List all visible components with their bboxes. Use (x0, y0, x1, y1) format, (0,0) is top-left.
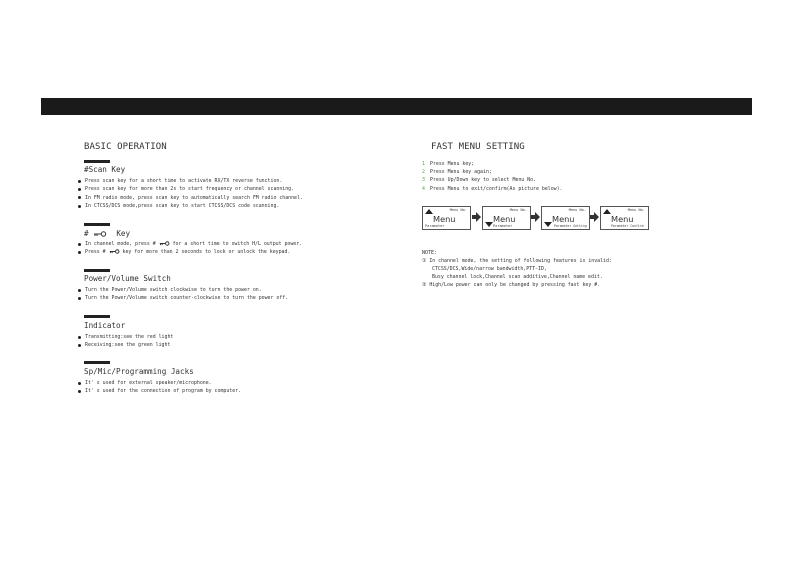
section-bar (84, 223, 110, 226)
list-item: Turn the Power/Volume switch counter-clockwise to turn the power off. (78, 294, 288, 302)
header-band (41, 98, 752, 115)
list-item: Receiving:see the green light (78, 341, 173, 349)
section-bar (84, 160, 110, 163)
arrow-right-icon (531, 212, 540, 222)
up-triangle-icon (603, 209, 611, 214)
power-volume-list (78, 286, 288, 303)
section-heading-jacks: Sp/Mic/Programming Jacks (84, 367, 194, 376)
list-item: Press # key for more than 2 seconds to lock or unlock the keypad. (78, 248, 302, 256)
scan-key-list (78, 177, 303, 211)
menu-screen-1: Menu No. Menu Parameter (422, 206, 471, 230)
note-title: NOTE: (422, 250, 438, 256)
lock-key-list (78, 240, 302, 257)
indicator-list (78, 333, 173, 350)
step-item: 1 Press Menu key; (422, 161, 475, 167)
list-item: Press scan key for a short time to activate RX/TX reverse function. (78, 177, 303, 185)
key-lock-icon (159, 241, 170, 246)
arrow-right-icon (590, 212, 599, 222)
list-item: In channel mode, press # for a short time to switch H/L output power. (78, 240, 302, 248)
key-lock-icon (93, 231, 107, 237)
section-bar (84, 315, 110, 318)
note-line: Busy channel lock,Channel scan additive,Channel name edit. (432, 274, 603, 280)
section-heading-lock-key (84, 229, 130, 238)
fast-menu-setting-title: FAST MENU SETTING (431, 142, 525, 152)
section-bar (84, 269, 110, 272)
list-item: It' s used for the connection of program by computer. (78, 387, 241, 395)
list-item: Press scan key for more than 2s to start frequency or channel scanning. (78, 185, 303, 193)
down-triangle-icon (544, 222, 552, 227)
note-line: ② High/Low power can only be changed by pressing fast key #. (422, 282, 601, 288)
list-item: Turn the Power/Volume switch clockwise to turn the power on. (78, 286, 288, 294)
section-heading-power-volume: Power/Volume Switch (84, 274, 171, 283)
note-line: ① In channel mode, the setting of following features is invalid: (422, 258, 612, 264)
jacks-list (78, 379, 241, 396)
key-lock-icon (109, 249, 120, 254)
list-item: Transmitting:see the red light (78, 333, 173, 341)
section-heading-indicator: Indicator (84, 321, 126, 330)
down-triangle-icon (485, 222, 493, 227)
menu-screen-3: Menu No. Menu Parameter Setting (541, 206, 590, 230)
heading-suffix: Key (116, 229, 131, 238)
menu-screen-2: Menu No. Menu Parameter (482, 206, 531, 230)
basic-operation-title: BASIC OPERATION (84, 142, 167, 152)
list-item: It' s used for external speaker/microphone. (78, 379, 241, 387)
step-item: 4 Press Menu to exit/confirm(As picture below). (422, 185, 563, 192)
list-item: In CTCSS/DCS mode,press scan key to start CTCSS/DCS code scanning. (78, 202, 303, 210)
section-bar (84, 361, 110, 364)
menu-screen-4: Menu No. Menu Parameter Confirm (600, 206, 649, 230)
step-item: 3 Press Up/Down key to select Menu No. (422, 177, 536, 184)
steps-list (422, 160, 563, 193)
up-triangle-icon (425, 209, 433, 214)
arrow-right-icon (472, 212, 481, 222)
list-item: In FM radio mode, press scan key to automatically search FM radio channel. (78, 194, 303, 202)
heading-prefix: # (84, 229, 89, 238)
note-line: CTCSS/DCS,Wide/narrow bandwidth,PTT-ID, (432, 266, 547, 272)
step-item: 2 Press Menu key again; (422, 169, 492, 176)
section-heading-scan-key: #Scan Key (84, 165, 126, 174)
